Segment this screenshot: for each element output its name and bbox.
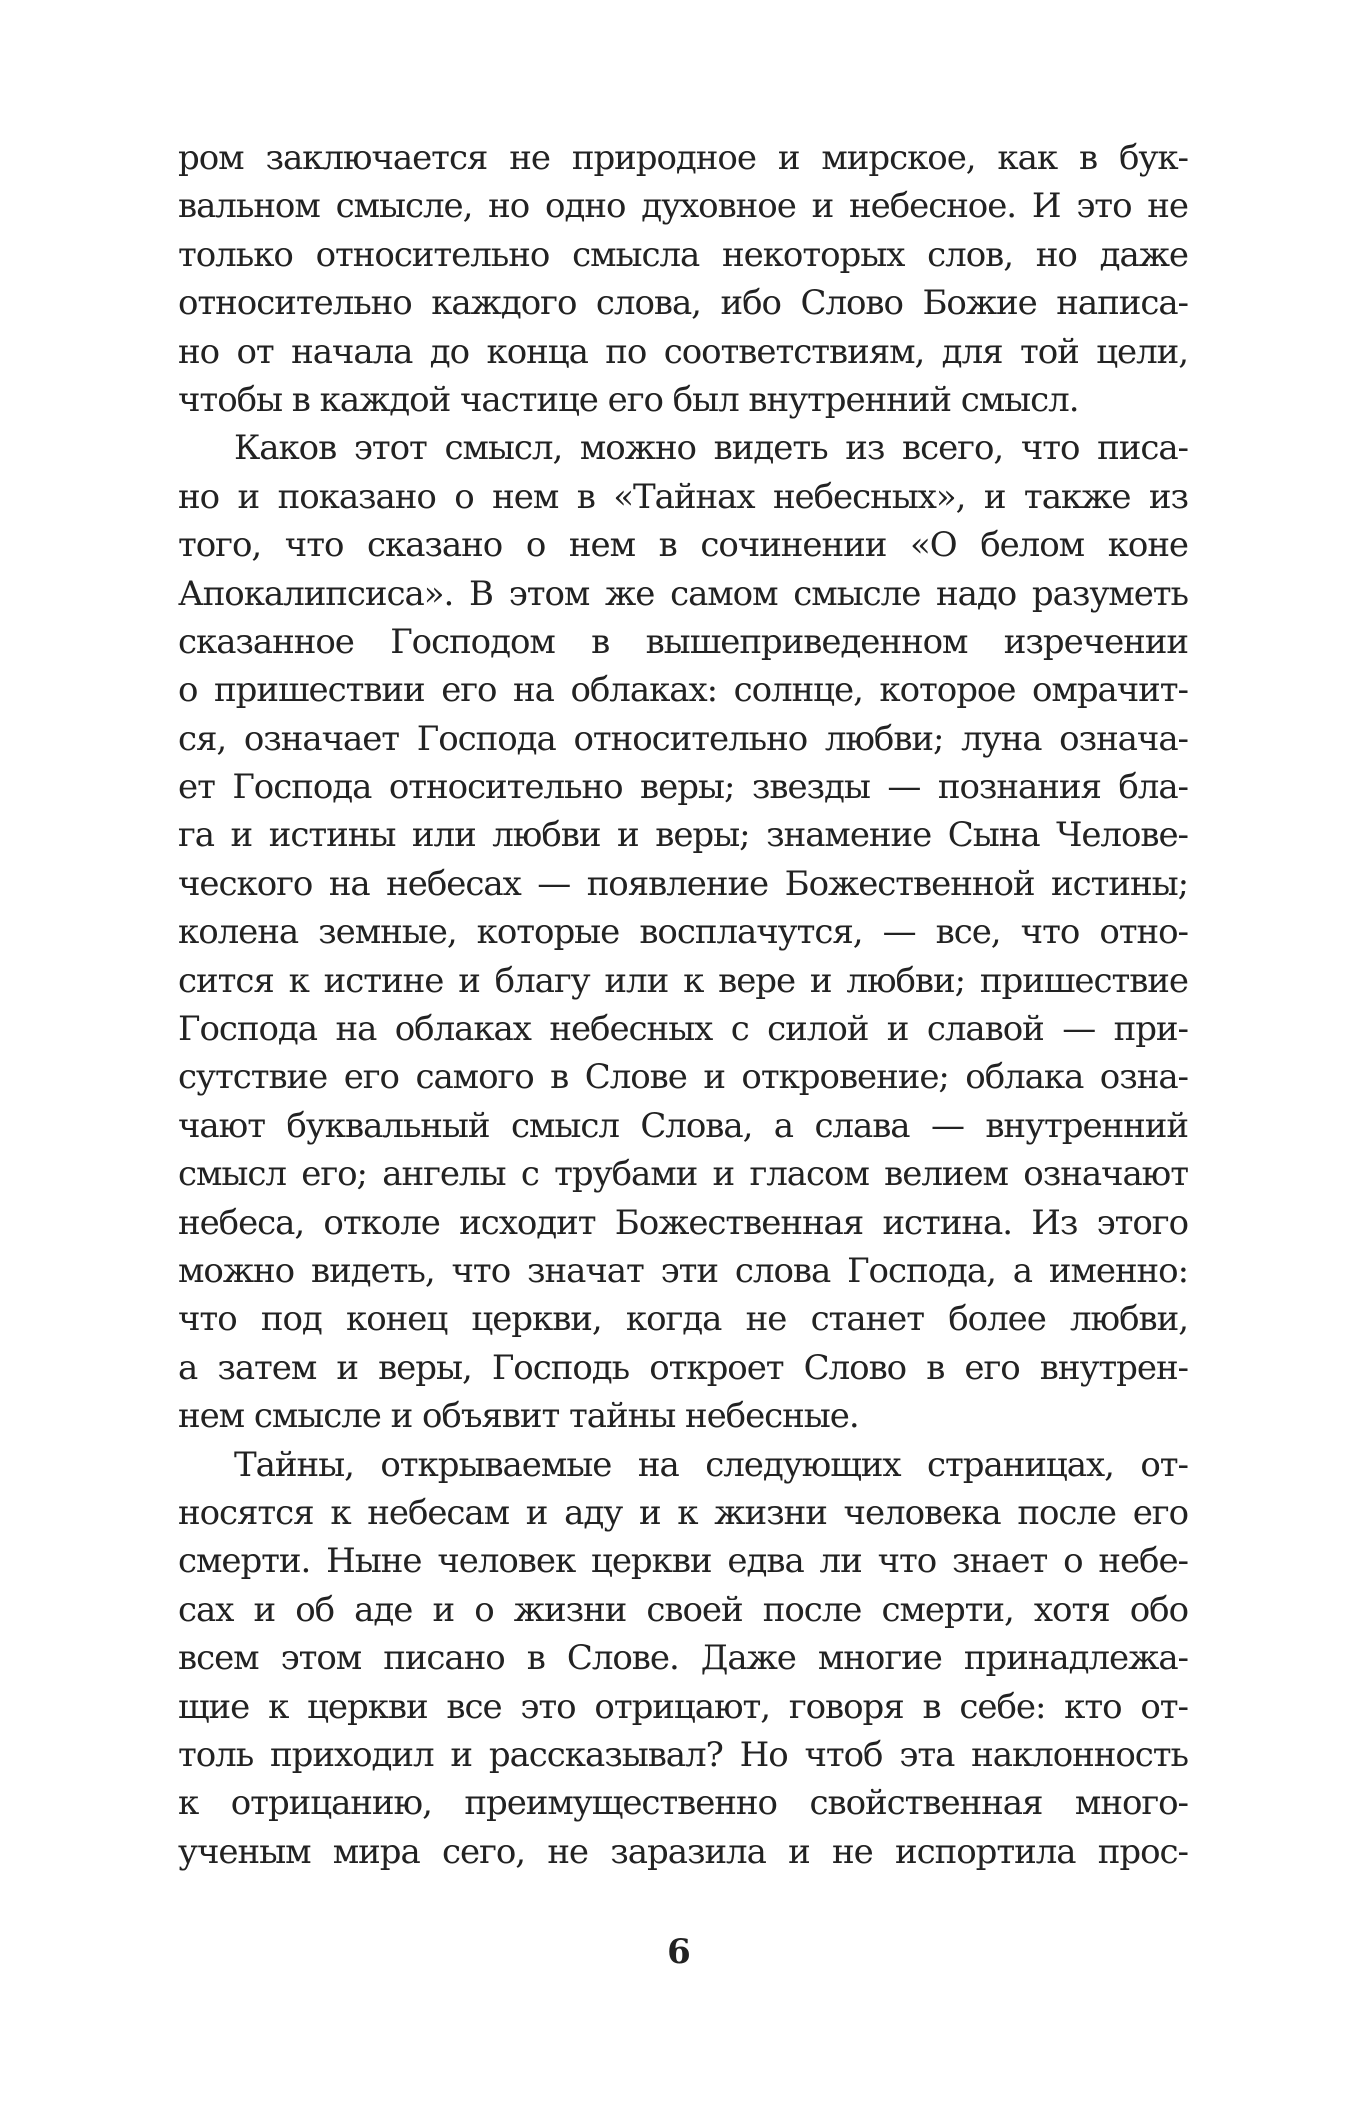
text-line: но и показано о нем в «Тайнах небесных», и также из (178, 476, 1188, 517)
text-line: о пришествии его на облаках: солнце, которое омрачит- (178, 670, 1188, 711)
text-line: вальном смысле, но одно духовное и небесное. И это не (178, 186, 1188, 227)
paragraph (178, 1441, 1188, 1877)
text-line: того, что сказано о нем в сочинении «О белом коне (178, 525, 1188, 566)
text-line: ческого на небесах — появление Божественной истины; (178, 863, 1188, 904)
text-line: Каков этот смысл, можно видеть из всего, что писа- (234, 428, 1188, 469)
text-line: чтобы в каждой частице его был внутренний смысл. (178, 379, 1079, 420)
text-line: Тайны, открываемые на следующих страницах, от- (234, 1444, 1188, 1485)
text-line: относительно каждого слова, ибо Слово Божие написа- (178, 283, 1188, 324)
text-line: колена земные, которые восплачутся, — все, что отно- (178, 912, 1188, 953)
text-line: всем этом писано в Слове. Даже многие принадлежа- (178, 1638, 1188, 1679)
text-line: ром заключается не природное и мирское, как в бук- (178, 138, 1188, 178)
text-line: ет Господа относительно веры; звезды — познания бла- (178, 767, 1188, 808)
page-number: 6 (667, 1932, 691, 1972)
text-line: га и истины или любви и веры; знамение Сына Челове- (178, 815, 1188, 856)
text-line: носятся к небесам и аду и к жизни человека после его (178, 1492, 1188, 1533)
text-line: сах и об аде и о жизни своей после смерти, хотя обо (178, 1589, 1188, 1630)
text-line: но от начала до конца по соответствиям, для той цели, (178, 331, 1188, 372)
text-line: к отрицанию, преимущественно свойственная много- (178, 1783, 1188, 1824)
text-line: Господа на облаках небесных с силой и славой — при- (178, 1009, 1188, 1050)
paragraph (178, 134, 1188, 424)
text-line: сутствие его самого в Слове и откровение; облака озна- (178, 1057, 1188, 1098)
text-line: нем смысле и объявит тайны небесные. (178, 1396, 859, 1437)
text-line: толь приходил и рассказывал? Но чтоб эта наклонность (178, 1734, 1188, 1775)
text-line: можно видеть, что значат эти слова Господа, а именно: (178, 1250, 1188, 1291)
text-line: Апокалипсиса». В этом же самом смысле надо разуметь (178, 573, 1188, 614)
text-line: чают буквальный смысл Слова, а слава — внутренний (178, 1105, 1188, 1146)
text-line: сказанное Господом в вышеприведенном изречении (178, 621, 1188, 662)
text-line: смерти. Ныне человек церкви едва ли что знает о небе- (178, 1541, 1188, 1582)
text-line: небеса, отколе исходит Божественная истина. Из этого (178, 1202, 1188, 1243)
body-text (178, 134, 1188, 1876)
text-line: ученым мира сего, не заразила и не испортила прос- (178, 1831, 1188, 1872)
text-line: а затем и веры, Господь откроет Слово в его внутрен- (178, 1347, 1188, 1388)
text-line: ся, означает Господа относительно любви; луна означа- (178, 718, 1188, 759)
text-line: смысл его; ангелы с трубами и гласом велием означают (178, 1154, 1188, 1195)
text-line: щие к церкви все это отрицают, говоря в себе: кто от- (178, 1686, 1188, 1727)
text-line: сится к истине и благу или к вере и любви; пришествие (178, 960, 1188, 1001)
text-line: только относительно смысла некоторых слов, но даже (178, 234, 1188, 275)
text-line: что под конец церкви, когда не станет более любви, (178, 1299, 1188, 1340)
paragraph (178, 424, 1188, 1440)
